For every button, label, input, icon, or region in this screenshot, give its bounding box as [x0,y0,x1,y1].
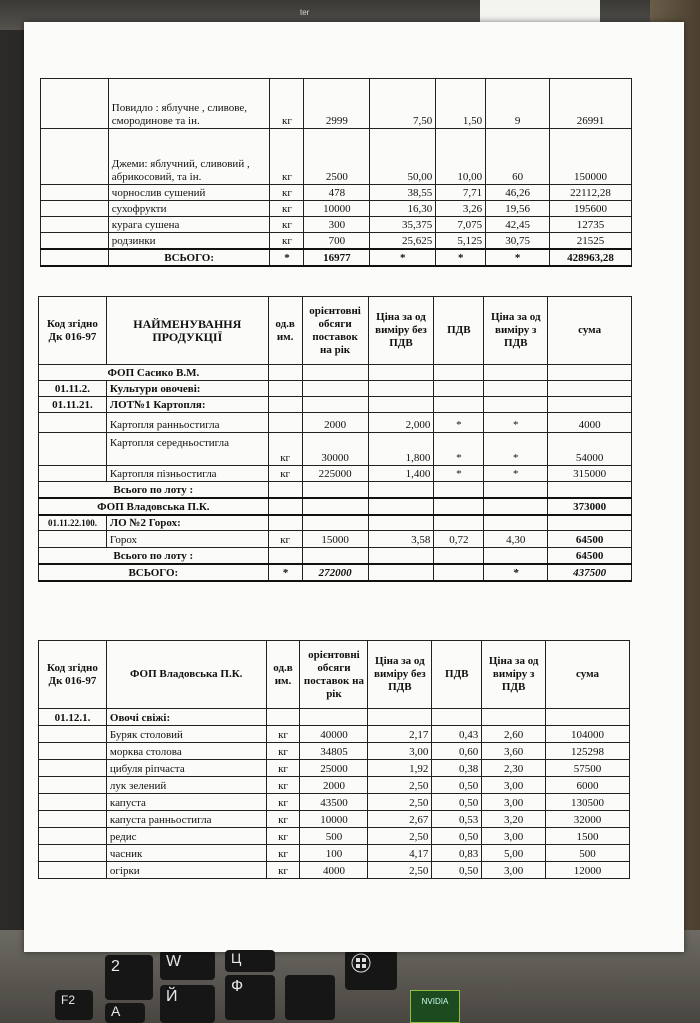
total-label: ВСЬОГО: [108,249,270,266]
keyboard-key: Й [160,985,215,1023]
price-cell: 2,50 [368,828,432,845]
table-row [39,777,630,794]
table-row [39,466,632,482]
vat-cell: * [434,466,484,482]
table-row [41,185,632,201]
price-cell: 7,50 [370,79,436,129]
unit-cell: кг [266,811,300,828]
qty-cell: 10000 [304,201,370,217]
price-vat-cell: 42,45 [486,217,550,233]
table-row [41,129,632,185]
price-cell: 2,50 [368,862,432,879]
price-vat-cell: 19,56 [486,201,550,217]
sum-cell: 1500 [546,828,630,845]
qty-cell: 10000 [300,811,368,828]
table-row [39,811,630,828]
price-cell: 50,00 [370,129,436,185]
product-name: Повидло : яблучне , сливове, смородинове та ін. [108,79,270,129]
vat-cell: 3,26 [436,201,486,217]
vat-cell: 0,50 [432,828,482,845]
price-cell: 2,50 [368,777,432,794]
qty-cell: 100 [300,845,368,862]
unit-cell: кг [268,433,302,466]
price-cell: 4,17 [368,845,432,862]
products-table-lots [38,296,632,582]
sum-cell: 32000 [546,811,630,828]
product-name: морква столова [106,743,266,760]
price-vat-cell: * [486,249,550,266]
qty-cell: 2500 [304,129,370,185]
sum-cell: 195600 [550,201,632,217]
unit-cell: кг [266,862,300,879]
vat-cell: * [436,249,486,266]
lot-row [39,515,632,531]
sum-cell: 12735 [550,217,632,233]
lot-row [39,397,632,413]
table-row [39,828,630,845]
lot-total-row [39,548,632,564]
product-name: Картопля пізньостигла [106,466,268,482]
price-cell: 1,400 [368,466,434,482]
qty-cell: 30000 [302,433,368,466]
unit-cell: * [270,249,304,266]
column-header-code: Код згідно Дк 016-97 [39,297,107,365]
price-vat-cell: 46,26 [486,185,550,201]
price-vat-cell: 3,00 [482,794,546,811]
column-header-unit: од.в им. [268,297,302,365]
qty-cell: 500 [300,828,368,845]
product-name: чорнослив сушений [108,185,270,201]
table-row [39,862,630,879]
qty-cell: 2000 [302,413,368,433]
unit-cell: кг [266,828,300,845]
sum-cell: 373000 [548,498,632,515]
vat-cell: * [434,433,484,466]
unit-cell: кг [266,777,300,794]
lot-name: ЛО №2 Горох: [106,515,268,531]
group-name: Овочі свіжі: [106,709,266,726]
sum-cell: 130500 [546,794,630,811]
table-row [39,760,630,777]
table-row [39,845,630,862]
product-name: Картопля середньостигла [106,433,268,466]
price-vat-cell: * [484,564,548,581]
price-cell: 2,67 [368,811,432,828]
qty-cell: 225000 [302,466,368,482]
qty-cell: 25000 [300,760,368,777]
document-page [24,22,684,952]
price-vat-cell: 60 [486,129,550,185]
table-row [39,433,632,466]
vat-cell: * [434,413,484,433]
sum-cell: 437500 [548,564,632,581]
price-cell: 2,50 [368,794,432,811]
price-cell: 16,30 [370,201,436,217]
sum-cell: 4000 [548,413,632,433]
table-row [41,217,632,233]
group-code: 01.11.2. [39,381,107,397]
price-cell: * [370,249,436,266]
price-vat-cell: 9 [486,79,550,129]
price-cell: 3,00 [368,743,432,760]
vat-cell: 0,38 [432,760,482,777]
price-vat-cell: 2,30 [482,760,546,777]
qty-cell: 478 [304,185,370,201]
sum-cell: 21525 [550,233,632,249]
supplier-row [39,498,632,515]
sum-cell: 54000 [548,433,632,466]
vat-cell: 0,50 [432,777,482,794]
products-table-continuation [40,78,632,267]
price-cell: 35,375 [370,217,436,233]
table-row [41,201,632,217]
vat-cell: 0,50 [432,794,482,811]
lot-total-label: Всього по лоту : [39,548,269,564]
column-header-price-vat: Ціна за од виміру з ПДВ [482,641,546,709]
unit-cell: * [268,564,302,581]
vat-cell: 0,53 [432,811,482,828]
sum-cell: 104000 [546,726,630,743]
price-cell: 1,92 [368,760,432,777]
qty-cell: 4000 [300,862,368,879]
column-header-name: ФОП Владовська П.К. [106,641,266,709]
table-row [39,531,632,548]
background-paper-note [480,0,600,22]
unit-cell: кг [266,743,300,760]
keyboard-key: A [105,1003,145,1023]
product-name: Буряк столовий [106,726,266,743]
qty-cell: 43500 [300,794,368,811]
vat-cell: 0,43 [432,726,482,743]
table-header-row [39,641,630,709]
unit-cell: кг [270,217,304,233]
price-cell: 38,55 [370,185,436,201]
price-cell: 25,625 [370,233,436,249]
vat-cell: 0,72 [434,531,484,548]
keyboard-key: Ц [225,950,275,972]
price-vat-cell: 3,00 [482,862,546,879]
vat-cell: 7,71 [436,185,486,201]
vat-cell: 10,00 [436,129,486,185]
keyboard-key [285,975,335,1020]
product-name: сухофрукти [108,201,270,217]
qty-cell: 15000 [302,531,368,548]
column-header-vat: ПДВ [434,297,484,365]
table-row [41,79,632,129]
price-vat-cell: 3,20 [482,811,546,828]
lot-name: ЛОТ№1 Картопля: [106,397,268,413]
price-vat-cell: 3,60 [482,743,546,760]
sum-cell: 22112,28 [550,185,632,201]
keyboard-key: Ф [225,975,275,1020]
column-header-price: Ціна за од виміру без ПДВ [368,641,432,709]
unit-cell: кг [270,185,304,201]
sum-cell: 315000 [548,466,632,482]
unit-cell: кг [270,79,304,129]
table-row [39,726,630,743]
price-cell: 2,000 [368,413,434,433]
unit-cell: кг [270,201,304,217]
background-label: ter [300,8,310,17]
sum-cell: 12000 [546,862,630,879]
total-label: ВСЬОГО: [39,564,269,581]
product-name: родзинки [108,233,270,249]
qty-cell: 300 [304,217,370,233]
keyboard-key: F2 [55,990,93,1020]
product-name: цибуля ріпчаста [106,760,266,777]
price-vat-cell: * [484,413,548,433]
group-row [39,381,632,397]
column-header-price: Ціна за од виміру без ПДВ [368,297,434,365]
windows-logo-icon [351,953,371,973]
table-row [41,233,632,249]
column-header-vat: ПДВ [432,641,482,709]
sum-cell: 428963,28 [550,249,632,266]
unit-cell: кг [266,794,300,811]
product-name: часник [106,845,266,862]
qty-cell: 34805 [300,743,368,760]
table-row [39,794,630,811]
vat-cell: 0,83 [432,845,482,862]
total-row [41,249,632,266]
total-row [39,564,632,581]
lot-total-row [39,482,632,498]
sum-cell: 500 [546,845,630,862]
sum-cell: 64500 [548,548,632,564]
keyboard-key: W [160,950,215,980]
keyboard-key: 2 [105,955,153,1000]
product-name: Картопля ранньостигла [106,413,268,433]
products-table-vegetables [38,640,630,879]
sum-cell: 26991 [550,79,632,129]
product-name: лук зелений [106,777,266,794]
unit-cell: кг [270,129,304,185]
group-row [39,709,630,726]
price-vat-cell: 4,30 [484,531,548,548]
product-name: капуста [106,794,266,811]
unit-cell [268,413,302,433]
price-vat-cell: * [484,466,548,482]
unit-cell: кг [266,845,300,862]
sum-cell: 6000 [546,777,630,794]
sum-cell: 125298 [546,743,630,760]
price-vat-cell: 3,00 [482,828,546,845]
table-row [39,743,630,760]
price-vat-cell: 3,00 [482,777,546,794]
unit-cell: кг [270,233,304,249]
price-vat-cell: 5,00 [482,845,546,862]
vat-cell: 7,075 [436,217,486,233]
column-header-sum: сума [548,297,632,365]
sum-cell: 64500 [548,531,632,548]
vat-cell: 0,50 [432,862,482,879]
product-name: Джеми: яблучний, сливовий , абрикосовий, та ін. [108,129,270,185]
supplier-name: ФОП Сасико В.М. [39,365,269,381]
product-name: огірки [106,862,266,879]
column-header-name: НАЙМЕНУВАННЯ ПРОДУКЦІЇ [106,297,268,365]
product-name: редис [106,828,266,845]
column-header-sum: сума [546,641,630,709]
lot-total-label: Всього по лоту : [39,482,269,498]
vat-cell: 5,125 [436,233,486,249]
price-cell: 3,58 [368,531,434,548]
price-vat-cell: * [484,433,548,466]
product-name: курага сушена [108,217,270,233]
column-header-unit: од.в им. [266,641,300,709]
nvidia-sticker: NVIDIA [410,990,460,1023]
column-header-code: Код згідно Дк 016-97 [39,641,107,709]
unit-cell: кг [268,466,302,482]
price-vat-cell: 2,60 [482,726,546,743]
lot-code: 01.11.22.100. [39,515,107,531]
supplier-row [39,365,632,381]
supplier-name: ФОП Владовська П.К. [39,498,269,515]
price-vat-cell: 30,75 [486,233,550,249]
unit-cell: кг [266,760,300,777]
column-header-qty: орієнтовні обсяги поставок на рік [300,641,368,709]
sum-cell: 150000 [550,129,632,185]
qty-cell: 2999 [304,79,370,129]
qty-cell: 700 [304,233,370,249]
product-name: капуста ранньостигла [106,811,266,828]
windows-key [345,950,397,990]
vat-cell: 0,60 [432,743,482,760]
group-name: Культури овочеві: [106,381,268,397]
qty-cell: 2000 [300,777,368,794]
lot-code: 01.11.21. [39,397,107,413]
price-cell: 2,17 [368,726,432,743]
column-header-price-vat: Ціна за од виміру з ПДВ [484,297,548,365]
unit-cell: кг [266,726,300,743]
qty-cell: 40000 [300,726,368,743]
table-header-row [39,297,632,365]
table-row [39,413,632,433]
vat-cell: 1,50 [436,79,486,129]
column-header-qty: орієнтовні обсяги поставок на рік [302,297,368,365]
price-cell: 1,800 [368,433,434,466]
qty-cell: 16977 [304,249,370,266]
qty-cell: 272000 [302,564,368,581]
sum-cell: 57500 [546,760,630,777]
group-code: 01.12.1. [39,709,107,726]
product-name: Горох [106,531,268,548]
unit-cell: кг [268,531,302,548]
